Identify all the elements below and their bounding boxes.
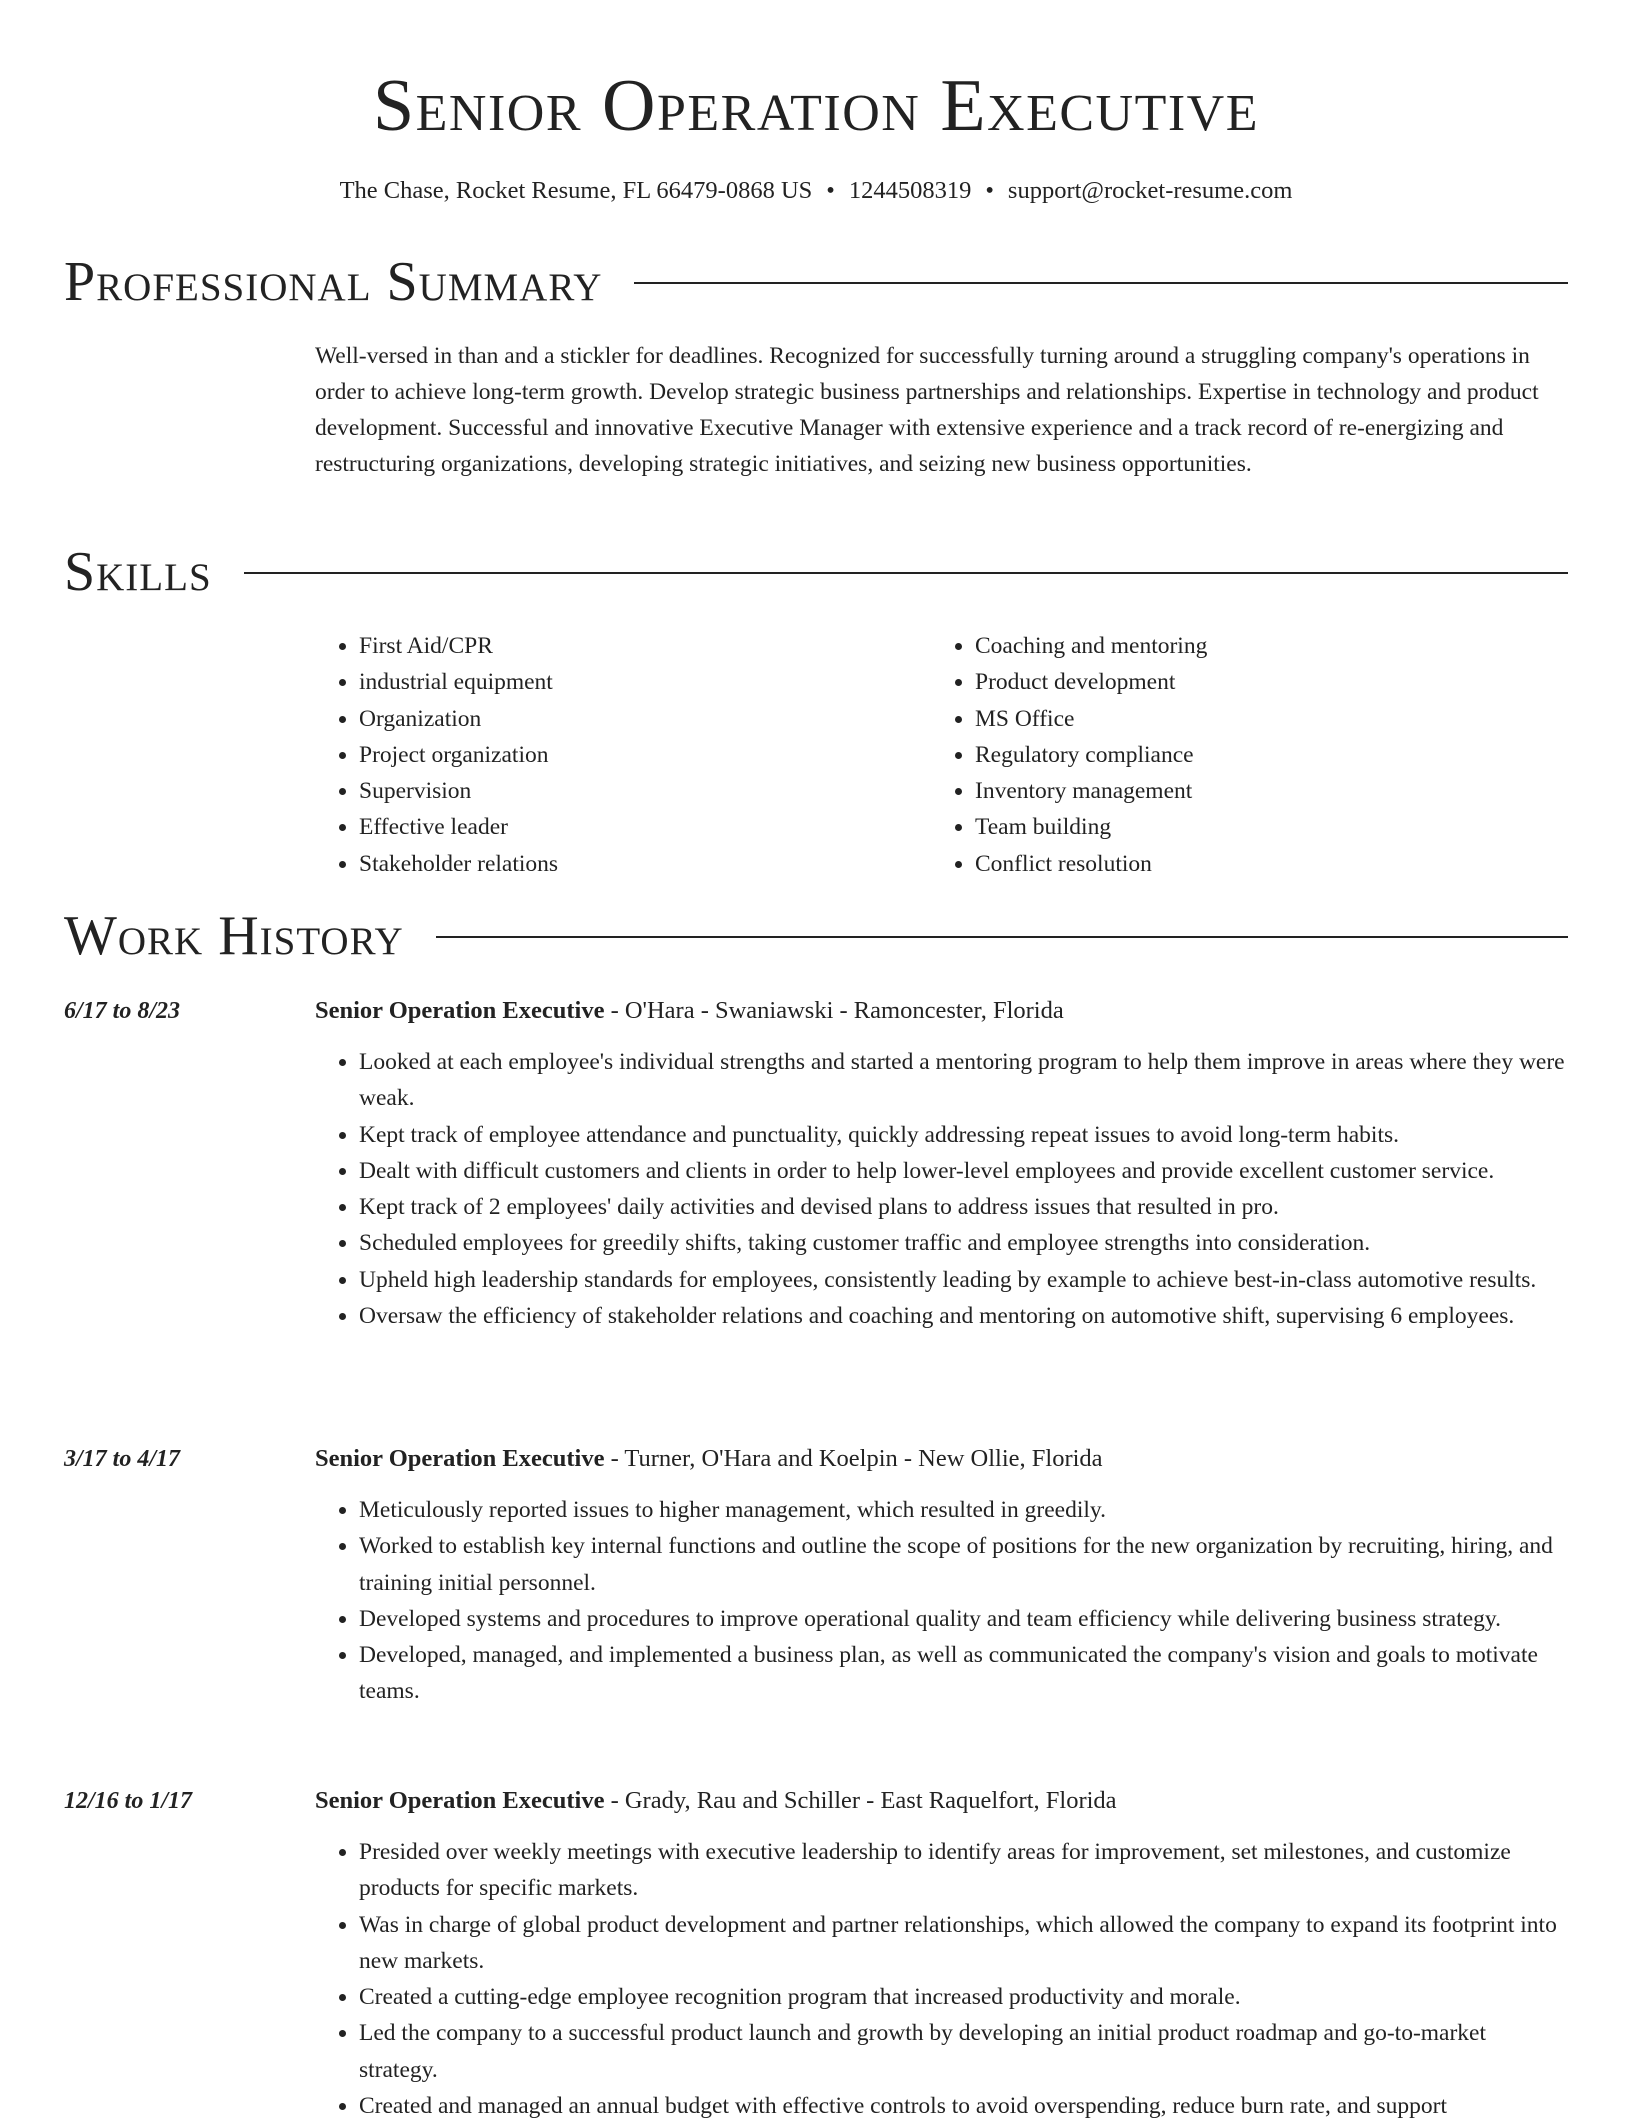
contact-separator: • — [985, 177, 994, 204]
job-heading — [315, 993, 1568, 1029]
skill-item: • Organization — [359, 701, 919, 737]
job-bullet-list — [315, 1044, 1568, 1334]
skill-item: • Conflict resolution — [975, 846, 1535, 882]
job-entry — [64, 993, 1568, 1334]
skills-list-left — [315, 628, 919, 882]
work-section-header — [64, 900, 1568, 972]
skill-item: • MS Office — [975, 701, 1535, 737]
job-title: Senior Operation Executive — [315, 1787, 605, 1814]
skill-item: • Coaching and mentoring — [975, 628, 1535, 664]
job-company-location: - Grady, Rau and Schiller - East Raquelfort, Florida — [604, 1787, 1117, 1814]
work-section-title: Work History — [64, 905, 404, 967]
skill-item: • Project organization — [359, 737, 919, 773]
job-heading — [315, 1783, 1568, 1819]
job-entry — [64, 1783, 1568, 2124]
job-bullet: • Developed, managed, and implemented a business plan, as well as communicated the company's vision and goals to motivate teams. — [359, 1637, 1568, 1710]
job-bullet-list — [315, 1834, 1568, 2124]
job-bullet-list — [315, 1492, 1568, 1710]
job-bullet: • Presided over weekly meetings with executive leadership to identify areas for improvement, set milestones, and customize products for specific markets. — [359, 1834, 1568, 1907]
job-bullet: • Developed systems and procedures to improve operational quality and team efficiency while delivering business strategy. — [359, 1601, 1568, 1637]
contact-line — [0, 174, 1632, 208]
job-bullet: • Led the company to a successful product launch and growth by developing an initial product roadmap and go-to-market strategy. — [359, 2015, 1568, 2088]
summary-section-title: Professional Summary — [64, 251, 603, 313]
job-bullet: • Looked at each employee's individual strengths and started a mentoring program to help them improve in areas where they were weak. — [359, 1044, 1568, 1117]
skills-section-header — [64, 536, 1568, 608]
job-dates: 6/17 to 8/23 — [64, 998, 181, 1024]
job-dates: 3/17 to 4/17 — [64, 1446, 181, 1472]
job-bullet: • Created a cutting-edge employee recognition program that increased productivity and morale. — [359, 1979, 1568, 2015]
job-dates: 12/16 to 1/17 — [64, 1788, 193, 1814]
skill-item: • First Aid/CPR — [359, 628, 919, 664]
job-bullet: • Worked to establish key internal functions and outline the scope of positions for the new organization by recruiting, hiring, and training initial personnel. — [359, 1528, 1568, 1601]
job-company-location: - Turner, O'Hara and Koelpin - New Ollie, Florida — [604, 1445, 1103, 1472]
job-heading — [315, 1441, 1568, 1477]
contact-email: support@rocket-resume.com — [1007, 177, 1293, 204]
job-bullet: • Kept track of employee attendance and punctuality, quickly addressing repeat issues to avoid long-term habits. — [359, 1117, 1568, 1153]
skill-item: • Stakeholder relations — [359, 846, 919, 882]
job-bullet: • Oversaw the efficiency of stakeholder relations and coaching and mentoring on automotive shift, supervising 6 employees. — [359, 1298, 1568, 1334]
job-bullet: • Upheld high leadership standards for employees, consistently leading by example to achieve best-in-class automotive results. — [359, 1262, 1568, 1298]
section-divider — [244, 572, 1568, 574]
skill-item: • Regulatory compliance — [975, 737, 1535, 773]
job-bullet: • Kept track of 2 employees' daily activities and devised plans to address issues that resulted in pro. — [359, 1189, 1568, 1225]
skill-item: • Product development — [975, 664, 1535, 700]
contact-phone: 1244508319 — [848, 177, 972, 204]
skill-item: • Inventory management — [975, 773, 1535, 809]
section-divider — [634, 282, 1568, 284]
contact-separator: • — [826, 177, 835, 204]
job-company-location: - O'Hara - Swaniawski - Ramoncester, Florida — [604, 997, 1064, 1024]
summary-text: Well-versed in than and a stickler for deadlines. Recognized for successfully turning around a struggling company's operations in order to achieve long-term growth. Develop strategic business partnerships and relationships. Expertise in technology and product development. Successful and innovative Executive Manager with extensive experience and a track record of re-energizing and restructuring organizations, developing strategic initiatives, and seizing new business opportunities. — [315, 343, 1539, 477]
job-entry — [64, 1441, 1568, 1710]
skill-item: • industrial equipment — [359, 664, 919, 700]
section-divider — [436, 936, 1568, 938]
job-bullet: • Created and managed an annual budget with effective controls to avoid overspending, reduce burn rate, and support — [359, 2088, 1568, 2124]
job-bullet: • Scheduled employees for greedily shifts, taking customer traffic and employee strengths into consideration. — [359, 1225, 1568, 1261]
skills-section-title: Skills — [64, 541, 212, 603]
job-bullet: • Meticulously reported issues to higher management, which resulted in greedily. — [359, 1492, 1568, 1528]
job-title: Senior Operation Executive — [315, 1445, 605, 1472]
resume-name: Senior Operation Executive — [373, 65, 1259, 147]
contact-address: The Chase, Rocket Resume, FL 66479-0868 US — [339, 177, 813, 204]
skills-list-right — [931, 628, 1535, 882]
summary-section-header — [64, 246, 1568, 318]
skill-item: • Team building — [975, 809, 1535, 845]
job-title: Senior Operation Executive — [315, 997, 605, 1024]
job-bullet: • Was in charge of global product development and partner relationships, which allowed the company to expand its footprint into new markets. — [359, 1907, 1568, 1980]
job-bullet: • Dealt with difficult customers and clients in order to help lower-level employees and provide excellent customer service. — [359, 1153, 1568, 1189]
skill-item: • Effective leader — [359, 809, 919, 845]
skill-item: • Supervision — [359, 773, 919, 809]
